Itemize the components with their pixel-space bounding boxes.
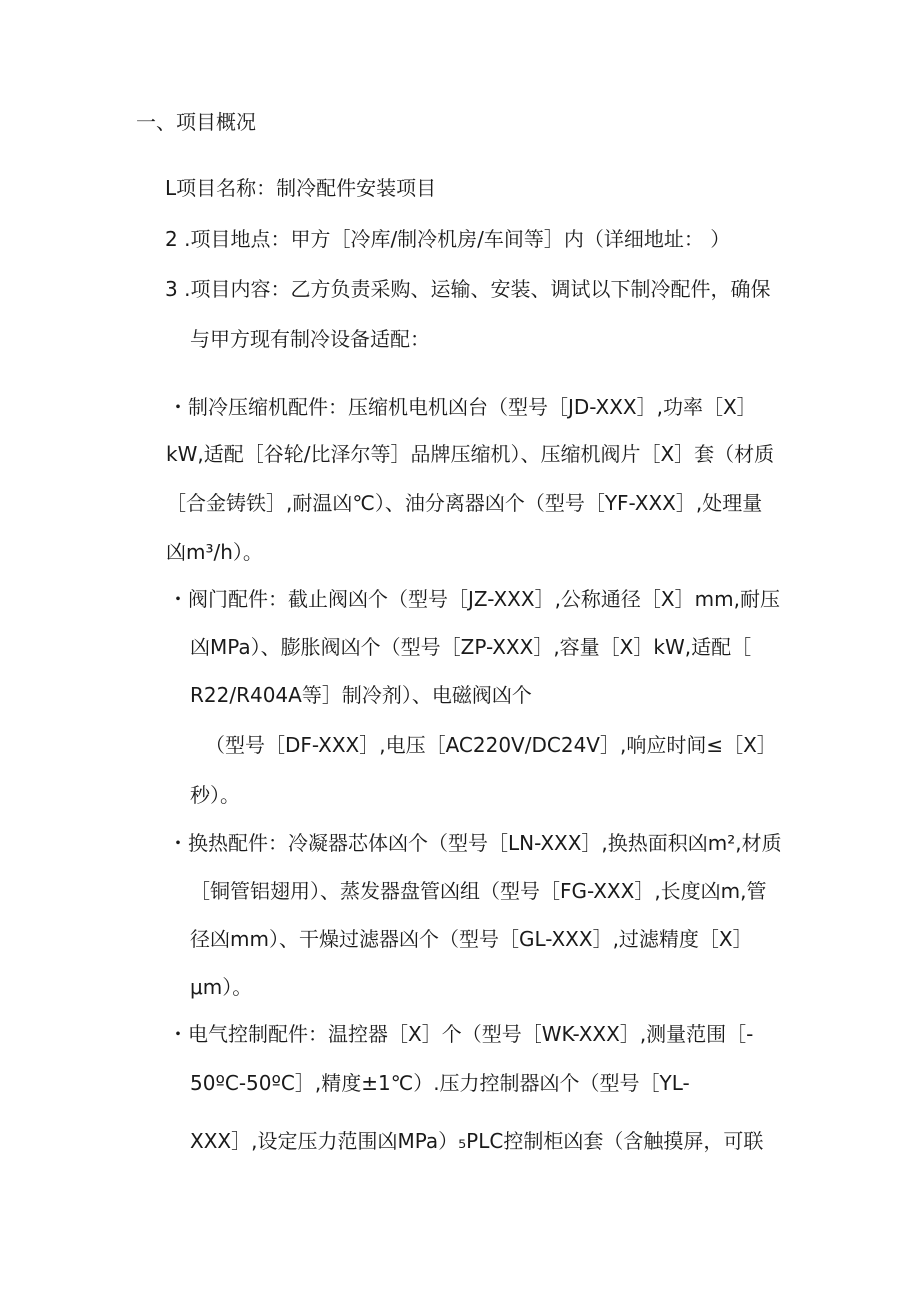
valve-parts-line-1: ・阀门配件：截止阀凶个（型号［JZ-XXX］,公称通径［X］mm,耐压	[168, 587, 780, 611]
heat-exchange-parts-line-1: ・换热配件：冷凝器芯体凶个（型号［LN-XXX］,换热面积凶m²,材质	[168, 831, 782, 855]
valve-parts-line-5: 秒）。	[190, 783, 240, 807]
valve-parts-line-2: 凶MPa）、膨胀阀凶个（型号［ZP-XXX］,容量［X］kW,适配［	[190, 635, 752, 659]
electrical-parts-line-3: XXX］,设定压力范围凶MPa）₅PLC控制柜凶套（含触摸屏，可联	[190, 1129, 764, 1153]
compressor-parts-line-3: ［合金铸铁］,耐温凶℃）、油分离器凶个（型号［YF-XXX］,处理量	[166, 491, 763, 515]
heat-exchange-parts-line-4: μm）。	[190, 975, 253, 999]
compressor-parts-line-2: kW,适配［谷轮/比泽尔等］品牌压缩机）、压缩机阀片［X］套（材质	[166, 442, 775, 466]
electrical-parts-line-1: ・电气控制配件：温控器［X］个（型号［WK-XXX］,测量范围［-	[168, 1022, 754, 1046]
project-content-continuation: 与甲方现有制冷设备适配：	[190, 327, 430, 351]
valve-parts-line-3: R22/R404A等］制冷剂）、电磁阀凶个	[190, 683, 532, 707]
valve-parts-line-4: （型号［DF-XXX］,电压［AC220V/DC24V］,响应时间≤［X］	[205, 733, 777, 757]
section-heading: 一、项目概况	[136, 110, 256, 134]
heat-exchange-parts-line-2: ［铜管铝翅用）、蒸发器盘管凶组（型号［FG-XXX］,长度凶m,管	[190, 879, 767, 903]
electrical-parts-line-2: 50ºC-50ºC］,精度±1℃）.压力控制器凶个（型号［YL-	[190, 1071, 690, 1095]
compressor-parts-line-1: ・制冷压缩机配件：压缩机电机凶台（型号［JD-XXX］,功率［X］	[168, 395, 757, 419]
heat-exchange-parts-line-3: 径凶mm）、干燥过滤器凶个（型号［GL-XXX］,过滤精度［X］	[190, 927, 753, 951]
project-content-line: 3 .项目内容：乙方负责采购、运输、安装、调试以下制冷配件，确保	[165, 277, 771, 301]
project-location-line: 2 .项目地点：甲方［冷库/制冷机房/车间等］内（详细地址： ）	[165, 227, 731, 251]
compressor-parts-line-4: 凶m³/h）。	[166, 540, 263, 564]
project-name-line: L项目名称：制冷配件安装项目	[165, 176, 437, 200]
